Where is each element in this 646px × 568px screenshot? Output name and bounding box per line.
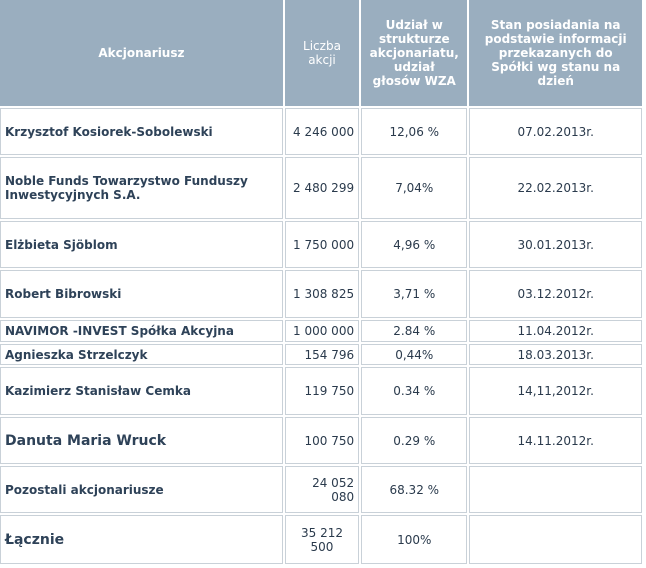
share-count: 2 480 299 bbox=[285, 157, 359, 219]
holder-name: Elżbieta Sjöblom bbox=[0, 221, 283, 268]
share-count: 4 246 000 bbox=[285, 108, 359, 155]
share-percent: 0,44% bbox=[361, 344, 467, 365]
status-date: 14,11,2012r. bbox=[469, 367, 642, 415]
share-count: 100 750 bbox=[285, 417, 359, 464]
share-percent: 12,06 % bbox=[361, 108, 467, 155]
table-row bbox=[0, 417, 642, 464]
holder-name: Robert Bibrowski bbox=[0, 270, 283, 318]
share-count: 1 308 825 bbox=[285, 270, 359, 318]
holder-name: Danuta Maria Wruck bbox=[0, 417, 283, 464]
holder-name: Noble Funds Towarzystwo Funduszy Inwestycyjnych S.A. bbox=[0, 157, 283, 219]
table-row bbox=[0, 108, 642, 155]
status-date: 03.12.2012r. bbox=[469, 270, 642, 318]
table-row bbox=[0, 367, 642, 415]
holder-name: Pozostali akcjonariusze bbox=[0, 466, 283, 513]
holder-name: Kazimierz Stanisław Cemka bbox=[0, 367, 283, 415]
header-holder: Akcjonariusz bbox=[0, 0, 283, 106]
status-date bbox=[469, 466, 642, 513]
table-row bbox=[0, 320, 642, 342]
share-count: 1 750 000 bbox=[285, 221, 359, 268]
header-share-pct: Udział w strukturze akcjonariatu, udział głosów WZA bbox=[361, 0, 467, 106]
total-row bbox=[0, 515, 642, 564]
status-date: 30.01.2013r. bbox=[469, 221, 642, 268]
share-percent: 7,04% bbox=[361, 157, 467, 219]
share-percent: 3,71 % bbox=[361, 270, 467, 318]
share-percent: 68.32 % bbox=[361, 466, 467, 513]
status-date: 07.02.2013r. bbox=[469, 108, 642, 155]
header-row bbox=[0, 0, 642, 106]
share-percent: 0.29 % bbox=[361, 417, 467, 464]
share-percent: 4,96 % bbox=[361, 221, 467, 268]
total-share-count: 35 212 500 bbox=[285, 515, 359, 564]
share-count: 1 000 000 bbox=[285, 320, 359, 342]
status-date: 14.11.2012r. bbox=[469, 417, 642, 464]
table-row bbox=[0, 344, 642, 365]
holder-name: NAVIMOR -INVEST Spółka Akcyjna bbox=[0, 320, 283, 342]
header-shares: Liczba akcji bbox=[285, 0, 359, 106]
table-row bbox=[0, 466, 642, 513]
share-count: 119 750 bbox=[285, 367, 359, 415]
share-count: 154 796 bbox=[285, 344, 359, 365]
table-row bbox=[0, 270, 642, 318]
holder-name: Krzysztof Kosiorek-Sobolewski bbox=[0, 108, 283, 155]
header-status-date: Stan posiadania na podstawie informacji przekazanych do Spółki wg stanu na dzień bbox=[469, 0, 642, 106]
table-row bbox=[0, 221, 642, 268]
total-share-percent: 100% bbox=[361, 515, 467, 564]
status-date: 18.03.2013r. bbox=[469, 344, 642, 365]
share-percent: 0.34 % bbox=[361, 367, 467, 415]
status-date: 22.02.2013r. bbox=[469, 157, 642, 219]
holder-name: Agnieszka Strzelczyk bbox=[0, 344, 283, 365]
table-row bbox=[0, 157, 642, 219]
status-date: 11.04.2012r. bbox=[469, 320, 642, 342]
share-count: 24 052 080 bbox=[285, 466, 359, 513]
share-percent: 2.84 % bbox=[361, 320, 467, 342]
status-date bbox=[469, 515, 642, 564]
total-label: Łącznie bbox=[0, 515, 283, 564]
